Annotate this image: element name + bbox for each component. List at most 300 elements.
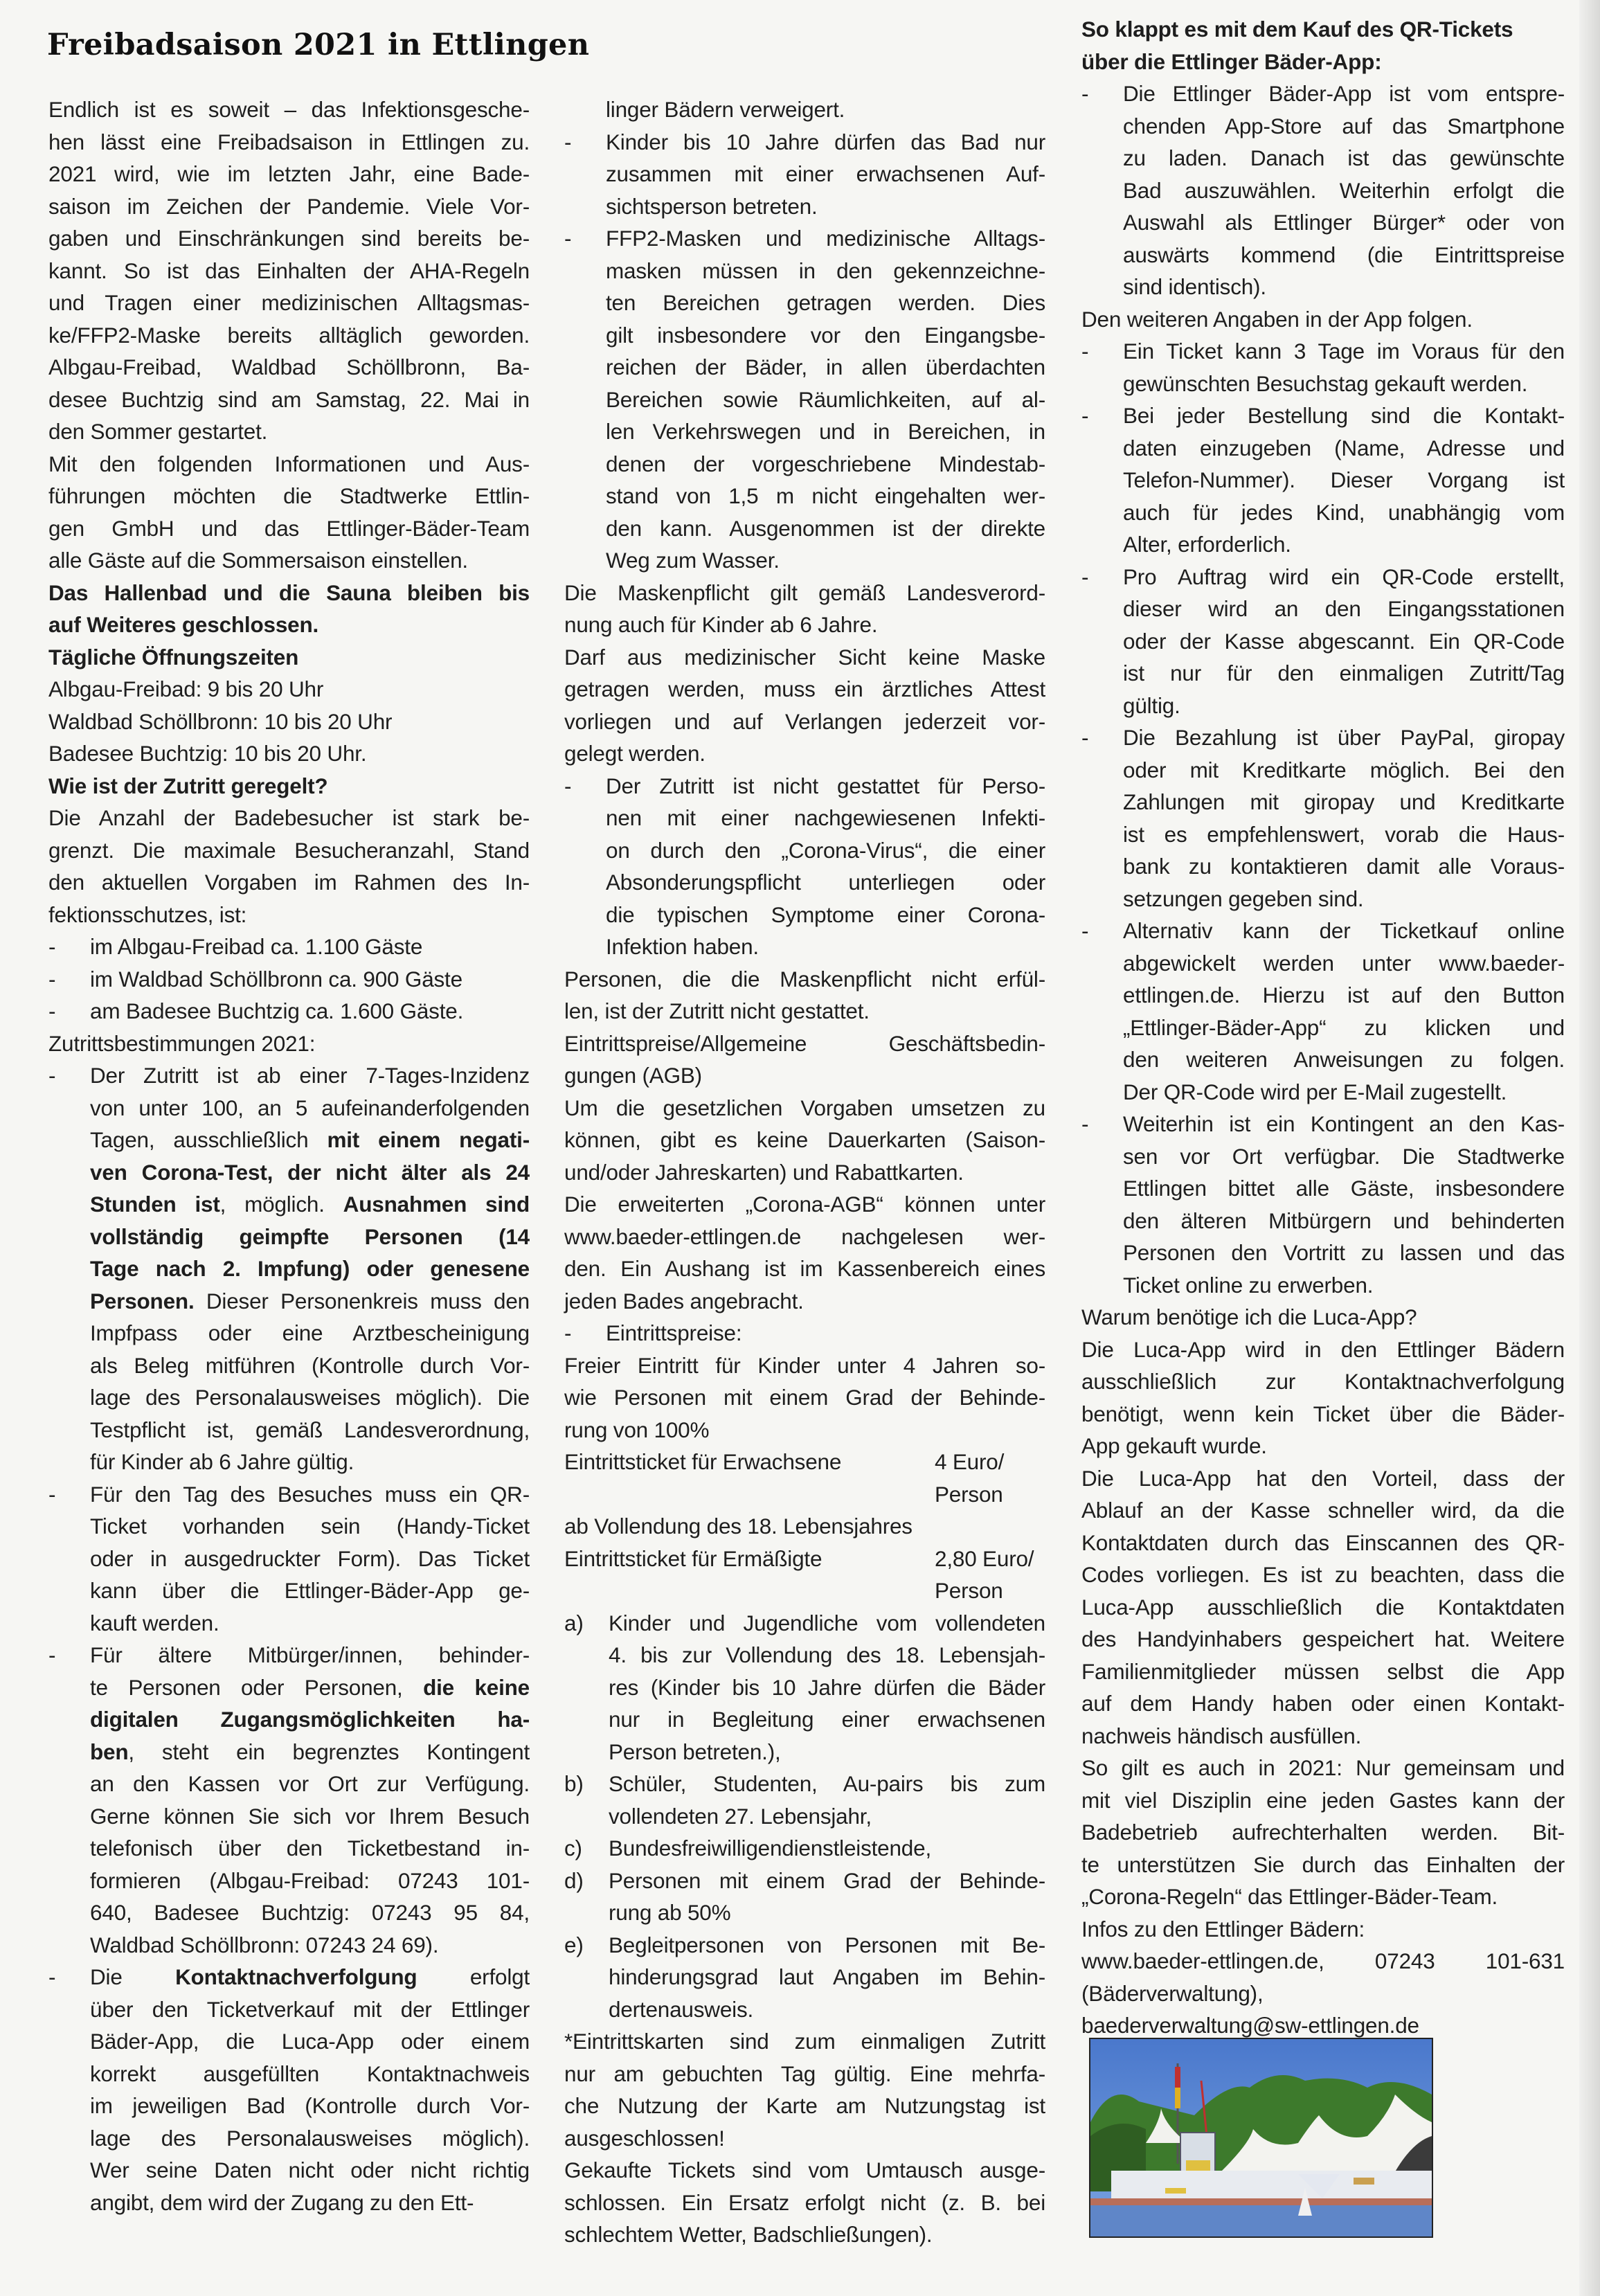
- line-text: Wie ist der Zutritt geregelt?: [48, 773, 328, 798]
- text-block-h: [48, 770, 530, 802]
- text-line: [48, 1607, 530, 1640]
- text-block-bullet: [48, 931, 530, 963]
- text-block-p: [48, 802, 530, 931]
- text-line: [1081, 2009, 1565, 2042]
- line-text: App gekauft wurde.: [1081, 1433, 1267, 1458]
- line-text: den kann. Ausgenommen ist der direkte: [606, 515, 1045, 541]
- text-line: [564, 2187, 1045, 2219]
- text-line: [1081, 271, 1565, 303]
- line-text: schlechtem Wetter, Badschließungen).: [564, 2222, 933, 2247]
- bullet-dash: -: [48, 998, 56, 1023]
- line-text: wie Personen mit einem Grad der Behinde-: [564, 1385, 1045, 1410]
- line-text: an den Kassen vor Ort zur Verfügung.: [90, 1771, 530, 1796]
- line-text: desee Buchtzig sind am Samstag, 22. Mai in: [48, 386, 530, 412]
- line-text: Ticket online zu erwerben.: [1123, 1272, 1374, 1298]
- bullet-dash: -: [564, 1320, 572, 1345]
- text-line: [1081, 368, 1565, 400]
- line-text: den aktuellen Vorgaben im Rahmen des In-: [48, 870, 530, 895]
- line-text: kannt. So ist das Einhalten der AHA-Regeln: [48, 258, 530, 283]
- line-text: Dieser Personenkreis muss den: [194, 1288, 530, 1313]
- line-text: bank zu kontaktieren damit alle Voraus-: [1123, 854, 1565, 879]
- text-line: [1081, 947, 1565, 980]
- text-line: [1081, 110, 1565, 143]
- line-text: auf dem Handy haben oder einen Kontakt-: [1081, 1691, 1565, 1716]
- line-text: nen mit einer nachgewiesenen Infekti-: [606, 805, 1045, 830]
- line-text: res (Kinder bis 10 Jahre dürfen die Bäder: [609, 1674, 1045, 1700]
- bold-text: die keine: [423, 1674, 530, 1700]
- text-line: [48, 737, 530, 770]
- line-text: Tägliche Öffnungszeiten: [48, 644, 299, 670]
- text-line: [1081, 1977, 1565, 2010]
- line-text: den Sommer gestartet.: [48, 419, 268, 444]
- text-block-bullet: [564, 126, 1045, 223]
- line-text: Um die gesetzlichen Vorgaben umsetzen zu: [564, 1095, 1045, 1120]
- text-block-plain: [1081, 1301, 1565, 1334]
- text-line: [48, 190, 530, 223]
- article-title: Freibadsaison 2021 in Ettlingen: [47, 28, 590, 62]
- text-line: [564, 1639, 1045, 1671]
- text-line: [48, 1768, 530, 1800]
- text-line: [48, 1092, 530, 1124]
- text-line: [48, 1510, 530, 1543]
- text-line: [1081, 818, 1565, 851]
- line-text: kauft werden.: [90, 1610, 219, 1635]
- line-text: saison im Zeichen der Pandemie. Viele Vor-: [48, 193, 530, 219]
- line-text: che Nutzung der Karte am Nutzungstag ist: [564, 2093, 1045, 2118]
- freibad-photo: [1089, 2038, 1433, 2238]
- line-text: Waldbad Schöllbronn: 10 bis 20 Uhr: [48, 708, 393, 734]
- line-text: auf Weiteres geschlossen.: [48, 612, 319, 637]
- text-line: [1081, 1462, 1565, 1495]
- text-line: [48, 802, 530, 834]
- text-line: [1081, 1881, 1565, 1913]
- line-text: 2021 wird, wie im letzten Jahr, eine Bade-: [48, 161, 530, 186]
- text-line: [564, 1993, 1045, 2026]
- text-line: [564, 1028, 1045, 1060]
- text-block-p: [564, 2154, 1045, 2251]
- line-text: rung ab 50%: [609, 1900, 731, 1925]
- text-line: [1081, 1527, 1565, 1559]
- line-text: sind identisch).: [1123, 274, 1266, 299]
- text-block-bullet: [564, 1317, 1045, 1349]
- line-text: gilt insbesondere vor den Eingangsbe-: [606, 322, 1045, 348]
- text-line: [564, 2058, 1045, 2090]
- text-line: [1081, 239, 1565, 271]
- text-block-p: [564, 641, 1045, 770]
- line-text: Luca-App ausschließlich die Kontaktdaten: [1081, 1594, 1565, 1620]
- line-text: linger Bädern verweigert.: [606, 97, 845, 122]
- line-text: len Verkehrswegen und in Bereichen, in: [606, 419, 1045, 444]
- text-line: [48, 222, 530, 255]
- line-text: www.baeder-ettlingen.de nachgelesen wer-: [564, 1223, 1045, 1249]
- text-line: [48, 1961, 530, 1993]
- text-block-plain: [564, 1510, 1045, 1543]
- text-line: [1081, 78, 1565, 110]
- line-text: über die Ettlinger Bäder-App:: [1081, 48, 1382, 74]
- list-label: a): [564, 1610, 584, 1635]
- line-text: Eintrittspreise/Allgemeine Geschäftsbedin-: [564, 1030, 1045, 1056]
- text-line: [48, 1124, 530, 1156]
- line-text: führungen möchten die Stadtwerke Ettlin-: [48, 483, 530, 508]
- text-line: [564, 673, 1045, 706]
- text-line: [48, 770, 530, 802]
- line-text: Freier Eintritt für Kinder unter 4 Jahren so-: [564, 1352, 1045, 1378]
- line-text: gungen (AGB): [564, 1063, 702, 1088]
- line-text: ist es empfehlenswert, vorab die Haus-: [1123, 821, 1565, 847]
- line-text: hen lässt eine Freibadsaison in Ettlingen zu.: [48, 129, 530, 154]
- line-text: sichtsperson betreten.: [606, 193, 818, 219]
- text-line: [564, 319, 1045, 352]
- price-row: [564, 1543, 1045, 1575]
- line-text: ten Bereichen getragen werden. Dies: [606, 290, 1045, 315]
- line-text: (Bäderverwaltung),: [1081, 1980, 1264, 2006]
- line-text: Der Zutritt ist ab einer 7-Tages-Inzidenz: [90, 1063, 530, 1088]
- text-line: [1081, 1140, 1565, 1173]
- text-line: [48, 448, 530, 481]
- line-text: Pro Auftrag wird ein QR-Code erstellt,: [1123, 564, 1565, 589]
- text-line: [1081, 883, 1565, 915]
- text-line: [48, 577, 530, 609]
- text-line: [1081, 1012, 1565, 1044]
- text-line: [48, 544, 530, 577]
- text-block-bullet: [1081, 400, 1565, 561]
- line-text: Infos zu den Ettlinger Bädern:: [1081, 1916, 1365, 1941]
- line-text: auch für jedes Kind, unabhängig vom: [1123, 499, 1565, 525]
- text-line: [48, 126, 530, 159]
- text-line: [48, 706, 530, 738]
- text-line: [1081, 786, 1565, 818]
- line-text: Weg zum Wasser.: [606, 548, 780, 573]
- line-text: Zutrittsbestimmungen 2021:: [48, 1030, 316, 1056]
- price-value: 2,80 Euro/: [935, 1545, 1034, 1571]
- price-value: Person: [935, 1481, 1003, 1507]
- line-text: Die Maskenpflicht gilt gemäß Landesverord-: [564, 580, 1045, 605]
- line-text: grenzt. Die maximale Besucheranzahl, Stand: [48, 837, 530, 863]
- line-text: im Albgau-Freibad ca. 1.100 Gäste: [90, 934, 423, 959]
- line-text: Für ältere Mitbürger/innen, behinder-: [90, 1642, 530, 1667]
- text-line: [1081, 142, 1565, 174]
- line-text: fektionsschutzes, ist:: [48, 902, 247, 927]
- price-row: [564, 1575, 1045, 1607]
- text-line: [564, 1800, 1045, 1833]
- line-text: Waldbad Schöllbronn: 07243 24 69).: [90, 1932, 439, 1957]
- bullet-dash: -: [564, 226, 572, 251]
- text-line: [48, 641, 530, 674]
- column-1: [48, 93, 530, 2218]
- text-line: [48, 1865, 530, 1897]
- text-line: [48, 2025, 530, 2058]
- text-line: [1081, 1430, 1565, 1462]
- text-line: [48, 1800, 530, 1833]
- text-line: [1081, 915, 1565, 947]
- text-line: [1081, 1784, 1565, 1817]
- line-text: Eintrittspreise:: [606, 1320, 742, 1345]
- line-text: len, ist der Zutritt nicht gestattet.: [564, 998, 870, 1023]
- text-line: [1081, 1398, 1565, 1430]
- text-line: [48, 351, 530, 384]
- text-block-plain: [1081, 303, 1565, 336]
- text-line: [564, 1896, 1045, 1929]
- bullet-dash: -: [48, 1481, 56, 1507]
- bullet-dash: -: [1081, 339, 1089, 364]
- text-line: [564, 1703, 1045, 1736]
- line-text: nung auch für Kinder ab 6 Jahre.: [564, 612, 878, 637]
- line-text: vollendeten 27. Lebensjahr,: [609, 1803, 872, 1829]
- text-block-p: [48, 448, 530, 577]
- line-text: , möglich.: [219, 1192, 343, 1217]
- line-text: Testpflicht ist, gemäß Landesverordnung,: [90, 1417, 530, 1442]
- text-line: [48, 158, 530, 190]
- text-line: [564, 1510, 1045, 1543]
- line-text: Das Hallenbad und die Sauna bleiben bis: [48, 580, 530, 605]
- text-block-bullet: [1081, 1108, 1565, 1301]
- text-line: [1081, 979, 1565, 1012]
- line-text: den weiteren Anweisungen zu folgen.: [1123, 1047, 1565, 1072]
- text-line: [564, 1188, 1045, 1221]
- line-text: Die: [90, 1964, 176, 1989]
- text-line: [564, 834, 1045, 867]
- line-text: zusammen mit einer erwachsenen Auf-: [606, 161, 1045, 186]
- line-text: ab Vollendung des 18. Lebensjahres: [564, 1514, 913, 1539]
- text-line: [1081, 1591, 1565, 1624]
- text-line: [1081, 625, 1565, 658]
- price-row: [564, 1478, 1045, 1511]
- line-text: Familienmitglieder müssen selbst die App: [1081, 1658, 1565, 1684]
- bullet-dash: -: [1081, 918, 1089, 943]
- line-text: 640, Badesee Buchtzig: 07243 95 84,: [90, 1900, 530, 1925]
- text-line: [1081, 1752, 1565, 1784]
- text-line: [564, 1736, 1045, 1768]
- line-text: lage des Personalausweises möglich).: [90, 2125, 530, 2151]
- text-block-p: [564, 963, 1045, 1028]
- line-text: Für den Tag des Besuches muss ein QR-: [90, 1481, 530, 1507]
- text-line: [48, 1285, 530, 1318]
- text-line: [564, 931, 1045, 963]
- price-row: [564, 1446, 1045, 1478]
- text-block-price: [564, 1543, 1045, 1607]
- line-text: hinderungsgrad laut Angaben im Behin-: [609, 1964, 1045, 1989]
- line-text: formieren (Albgau-Freibad: 07243 101-: [90, 1867, 530, 1893]
- bold-text: mit einem negati-: [327, 1127, 530, 1152]
- text-line: [1081, 1913, 1565, 1946]
- text-line: [48, 415, 530, 448]
- line-text: Die Luca-App wird in den Ettlinger Bädern: [1081, 1336, 1565, 1362]
- freibad-photo-image: [1090, 2039, 1432, 2236]
- line-text: Schüler, Studenten, Au-pairs bis zum: [609, 1771, 1045, 1796]
- bold-text: ben: [90, 1739, 129, 1764]
- text-block-p: [1081, 1334, 1565, 1462]
- line-text: ettlingen.de. Hierzu ist auf den Button: [1123, 983, 1565, 1007]
- line-text: von unter 100, an 5 aufeinanderfolgenden: [90, 1095, 530, 1120]
- text-line: [564, 1671, 1045, 1704]
- line-text: Der Zutritt ist nicht gestattet für Perso-: [606, 773, 1045, 798]
- text-line: [564, 126, 1045, 159]
- text-line: [564, 1156, 1045, 1189]
- text-block-bullet: [1081, 721, 1565, 915]
- line-text: Personen den Vortritt zu lassen und das: [1123, 1240, 1565, 1265]
- text-line: [48, 1221, 530, 1253]
- text-line: [48, 899, 530, 931]
- line-text: Weiterhin ist ein Kontingent an den Kas-: [1123, 1111, 1565, 1136]
- text-block-item: [564, 1768, 1045, 1832]
- list-label: b): [564, 1771, 584, 1796]
- bullet-dash: -: [48, 1964, 56, 1989]
- line-text: abgewickelt werden unter www.baeder-: [1123, 950, 1565, 976]
- text-line: [48, 480, 530, 512]
- text-block-h: [48, 641, 530, 674]
- line-text: die typischen Symptome einer Corona-: [606, 902, 1045, 927]
- bold-text: Kontaktnachverfolgung: [175, 1964, 417, 1989]
- text-line: [1081, 528, 1565, 561]
- text-block-p: [1081, 1752, 1565, 1913]
- text-line: [48, 609, 530, 641]
- line-text: Den weiteren Angaben in der App folgen.: [1081, 306, 1473, 332]
- line-text: Ticket vorhanden sein (Handy-Ticket: [90, 1514, 530, 1539]
- text-line: [564, 415, 1045, 448]
- text-block-p: [564, 577, 1045, 641]
- line-text: oder in ausgedruckter Form). Das Ticket: [90, 1545, 530, 1571]
- line-text: So klappt es mit dem Kauf des QR-Tickets: [1081, 17, 1513, 42]
- text-block-bullet: [48, 1961, 530, 2218]
- text-line: [48, 1188, 530, 1221]
- line-text: vorliegen und auf Verlangen jederzeit vor-: [564, 708, 1045, 734]
- text-block-cont: [564, 93, 1045, 126]
- text-line: [48, 93, 530, 126]
- text-block-bullet: [48, 1478, 530, 1640]
- text-line: [1081, 1849, 1565, 1881]
- line-text: Bereichen sowie Räumlichkeiten, auf al-: [606, 386, 1045, 412]
- text-line: [564, 2090, 1045, 2122]
- text-line: [48, 2154, 530, 2187]
- text-block-p: [564, 1349, 1045, 1446]
- line-text: alle Gäste auf die Sommersaison einstellen.: [48, 548, 468, 573]
- text-line: [48, 1059, 530, 1092]
- line-text: und/oder Jahreskarten) und Rabattkarten.: [564, 1159, 964, 1185]
- line-text: Tagen, ausschließlich: [90, 1127, 327, 1152]
- text-line: [48, 1736, 530, 1768]
- bullet-dash: -: [1081, 81, 1089, 106]
- text-block-plain: [48, 1028, 530, 1060]
- text-line: [48, 1703, 530, 1736]
- text-line: [1081, 1269, 1565, 1302]
- text-line: [48, 1446, 530, 1478]
- text-line: [48, 1156, 530, 1189]
- line-text: dertenausweis.: [609, 1996, 754, 2022]
- text-line: [48, 963, 530, 996]
- line-text: reichen der Bäder, in allen überdachten: [606, 355, 1045, 379]
- line-text: im Waldbad Schöllbronn ca. 900 Gäste: [90, 966, 462, 992]
- line-text: Gekaufte Tickets sind vom Umtausch ausge-: [564, 2158, 1045, 2182]
- text-line: [48, 1349, 530, 1382]
- line-text: Wer seine Daten nicht oder nicht richtig: [90, 2158, 530, 2182]
- text-block-bullet: [1081, 78, 1565, 303]
- text-line: [1081, 1301, 1565, 1334]
- text-line: [48, 1543, 530, 1575]
- text-line: [564, 287, 1045, 319]
- line-text: Impfpass oder eine Arztbescheinigung: [90, 1320, 530, 1345]
- line-text: angibt, dem wird der Zugang zu den Ett-: [90, 2189, 474, 2215]
- text-line: [48, 287, 530, 319]
- text-line: [1081, 1172, 1565, 1205]
- line-text: Die Bezahlung ist über PayPal, giropay: [1123, 725, 1565, 750]
- line-text: schlossen. Ein Ersatz erfolgt nicht (z. B. bei: [564, 2189, 1045, 2215]
- text-block-p: [564, 1028, 1045, 1092]
- text-line: [1081, 657, 1565, 690]
- text-line: [48, 1929, 530, 1962]
- text-block-item: [564, 1929, 1045, 2026]
- line-text: stand von 1,5 m nicht eingehalten wer-: [606, 483, 1045, 508]
- line-text: für Kinder ab 6 Jahre gültig.: [90, 1449, 354, 1474]
- text-line: [48, 1253, 530, 1285]
- line-text: nur am gebuchten Tag gültig. Eine mehrfa-: [564, 2061, 1045, 2086]
- text-line: [1081, 1237, 1565, 1269]
- line-text: daten einzugeben (Name, Adresse und: [1123, 435, 1565, 460]
- line-text: 4. bis zur Vollendung des 18. Lebensjah-: [609, 1642, 1045, 1667]
- text-block-bullet: [1081, 335, 1565, 400]
- line-text: baederverwaltung@sw-ettlingen.de: [1081, 2013, 1419, 2038]
- line-text: benötigt, wenn kein Ticket über die Bäder-: [1081, 1401, 1565, 1426]
- text-block-p: [564, 1188, 1045, 1317]
- line-text: Codes vorliegen. Es ist zu beachten, dass die: [1081, 1562, 1565, 1587]
- text-block-bullet: [1081, 561, 1565, 722]
- text-line: [564, 737, 1045, 770]
- bold-text: digitalen Zugangsmöglichkeiten ha-: [90, 1707, 530, 1732]
- line-text: Alter, erforderlich.: [1123, 532, 1291, 557]
- text-line: [564, 1961, 1045, 1993]
- line-text: Darf aus medizinischer Sicht keine Maske: [564, 644, 1045, 670]
- text-line: [1081, 1559, 1565, 1591]
- text-block-p: [564, 2025, 1045, 2154]
- text-line: [48, 866, 530, 899]
- line-text: jeden Bades angebracht.: [564, 1288, 804, 1313]
- text-line: [1081, 335, 1565, 368]
- text-line: [564, 544, 1045, 577]
- text-line: [48, 512, 530, 545]
- bullet-dash: -: [564, 773, 572, 798]
- text-block-bullet: [564, 770, 1045, 963]
- line-text: auswärts kommend (die Eintrittspreise: [1123, 242, 1565, 267]
- text-line: [48, 1832, 530, 1865]
- line-text: Zahlungen mit giropay und Kreditkarte: [1123, 789, 1565, 814]
- line-text: *Eintrittskarten sind zum einmaligen Zutritt: [564, 2029, 1045, 2054]
- text-line: [1081, 174, 1565, 207]
- text-line: [564, 255, 1045, 287]
- line-text: Absonderungspflicht unterliegen oder: [606, 870, 1045, 895]
- line-text: Bäder-App, die Luca-App oder einem: [90, 2029, 530, 2054]
- line-text: im jeweiligen Bad (Kontrolle durch Vor-: [90, 2093, 530, 2118]
- line-text: gen GmbH und das Ettlinger-Bäder-Team: [48, 515, 530, 541]
- text-line: [1081, 1334, 1565, 1366]
- line-text: getragen werden, muss ein ärztliches Attest: [564, 676, 1045, 701]
- text-line: [48, 1993, 530, 2026]
- line-text: www.baeder-ettlingen.de, 07243 101-631: [1081, 1948, 1565, 1973]
- text-line: [1081, 1365, 1565, 1398]
- line-text: nur in Begleitung einer erwachsenen: [609, 1707, 1045, 1732]
- text-line: [564, 1317, 1045, 1349]
- text-block-p: [564, 1092, 1045, 1189]
- line-text: Bad auszuwählen. Weiterhin erfolgt die: [1123, 177, 1565, 203]
- line-text: Person betreten.),: [609, 1739, 781, 1764]
- line-text: Telefon-Nummer). Dieser Vorgang ist: [1123, 467, 1565, 492]
- line-text: Gerne können Sie sich vor Ihrem Besuch: [90, 1803, 530, 1829]
- text-block-p: [1081, 1945, 1565, 2042]
- line-text: Begleitpersonen von Personen mit Be-: [609, 1932, 1045, 1957]
- bullet-dash: -: [1081, 1111, 1089, 1136]
- text-line: [564, 609, 1045, 641]
- text-block-plain: [48, 673, 530, 770]
- text-line: [564, 351, 1045, 384]
- price-label: Eintrittsticket für Erwachsene: [564, 1449, 842, 1474]
